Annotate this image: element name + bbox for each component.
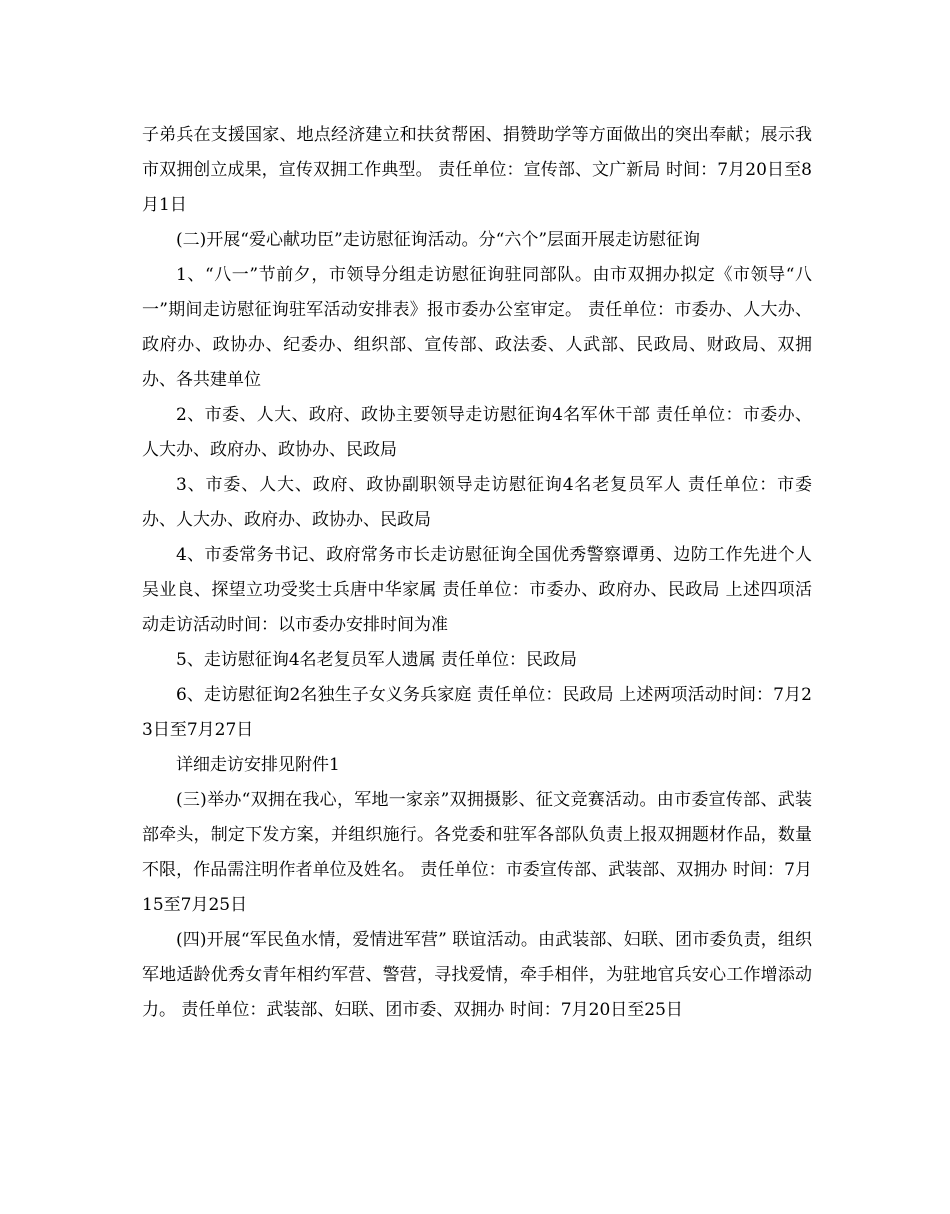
paragraph-item-5: 5、走访慰征询4名老复员军人遗属 责任单位：民政局 (176, 650, 578, 670)
paragraph-item-2: 2、市委、人大、政府、政协主要领导走访慰征询4名军休干部 责任单位：市委办、人大办、政府办、政协办、民政局 (142, 405, 812, 460)
paragraph-continuation: 子弟兵在支援国家、地点经济建立和扶贫帮困、捐赞助学等方面做出的突出奉献；展示我市双拥创立成果，宣传双拥工作典型。 责任单位：宣传部、文广新局 时间：7月20日至8月1日 (142, 125, 812, 215)
paragraph-item-4: 4、市委常务书记、政府常务市长走访慰征询全国优秀警察谭勇、边防工作先进个人吴业良、探望立功受奖士兵唐中华家属 责任单位：市委办、政府办、民政局 上述四项活动走访活动时间：以市委办安排时间为准 (142, 545, 812, 635)
paragraph-item-6: 6、走访慰征询2名独生子女义务兵家庭 责任单位：民政局 上述两项活动时间：7月23日至7月27日 (142, 685, 812, 740)
paragraph-item-1: 1、“八一”节前夕，市领导分组走访慰征询驻同部队。由市双拥办拟定《市领导“八一”期间走访慰征询驻军活动安排表》报市委办公室审定。 责任单位：市委办、人大办、政府办、政协办、纪委办、组织部、宣传部、政法委、人武部、民政局、财政局、双拥办、各共建单位 (142, 265, 812, 390)
paragraph-section-3: (三)举办“双拥在我心，军地一家亲”双拥摄影、征文竞赛活动。由市委宣传部、武装部牵头，制定下发方案，并组织施行。各党委和驻军各部队负责上报双拥题材作品，数量不限，作品需注明作者单位及姓名。 责任单位：市委宣传部、武装部、双拥办 时间：7月15至7月25日 (142, 790, 812, 915)
paragraph-item-3: 3、市委、人大、政府、政协副职领导走访慰征询4名老复员军人 责任单位：市委办、人大办、政府办、政协办、民政局 (142, 475, 812, 530)
paragraph-attachment-note: 详细走访安排见附件1 (176, 755, 340, 775)
paragraph-section-2: (二)开展“爱心献功臣”走访慰征询活动。分“六个”层面开展走访慰征询 (176, 230, 701, 250)
paragraph-section-4: (四)开展“军民鱼水情，爱情进军营” 联谊活动。由武装部、妇联、团市委负责，组织军地适龄优秀女青年相约军营、警营，寻找爱情，牵手相伴，为驻地官兵安心工作增添动力。 责任单位：武装部、妇联、团市委、双拥办 时间：7月20日至25日 (142, 930, 812, 1020)
document-body (142, 118, 812, 1028)
